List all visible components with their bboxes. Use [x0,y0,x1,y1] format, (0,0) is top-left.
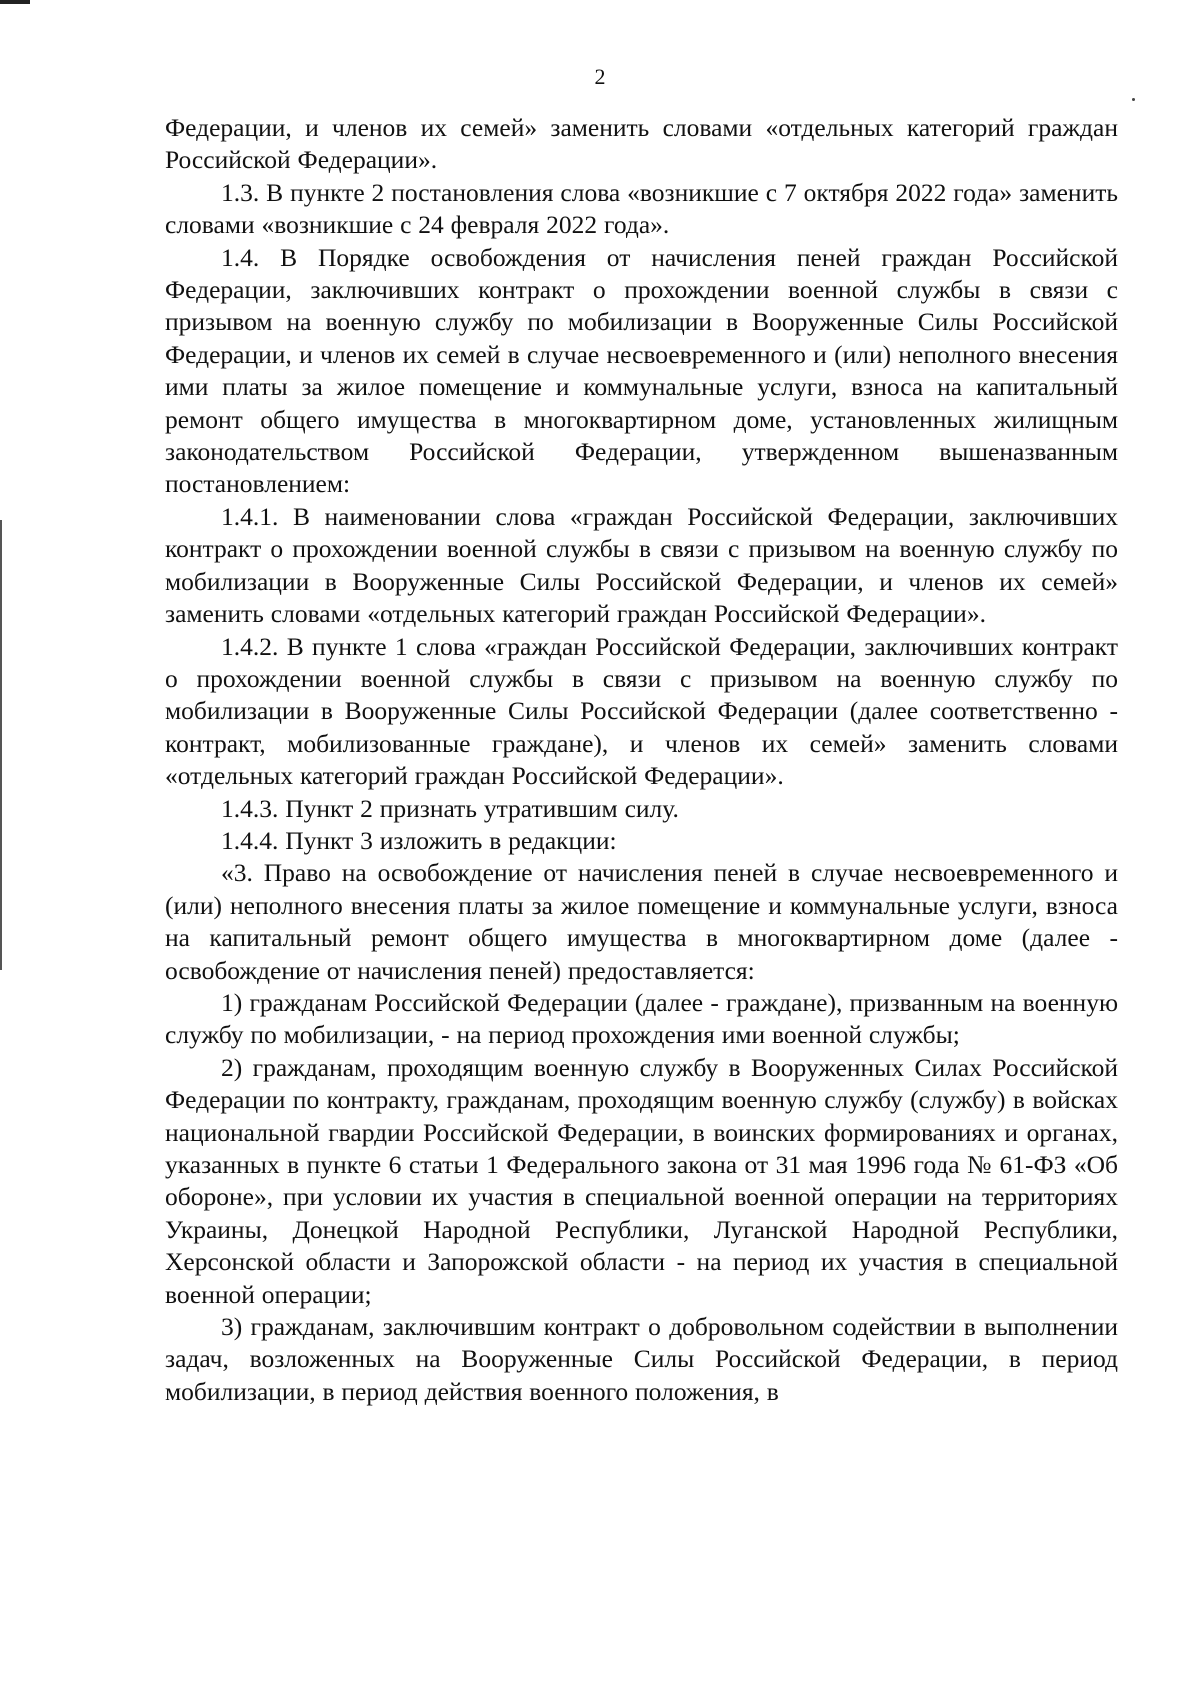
paragraph-1-4-2: 1.4.2. В пункте 1 слова «граждан Российской Федерации, заключивших контракт о прохождении военной службы в связи с призывом на военную службу по мобилизации в Вооруженные Силы Российской Федерации (далее соответственно - контракт, мобилизованные граждане), и членов их семей» заменить словами «отдельных категорий граждан Российской Федерации». [165,631,1118,791]
list-item-1: 1) гражданам Российской Федерации (далее - граждане), призванным на военную службу по мобилизации, - на период прохождения ими военной службы; [165,987,1118,1050]
paragraph-1-4-3: 1.4.3. Пункт 2 признать утратившим силу. [221,793,679,823]
list-item-2: 2) гражданам, проходящим военную службу в Вооруженных Силах Российской Федерации по контракту, гражданам, проходящим военную службу (службу) в войсках национальной гвардии Российской Федерации, в воинских формированиях и органах, указанных в пункте 6 статьи 1 Федерального закона от 31 мая 1996 года № 61-ФЗ «Об обороне», при условии их участия в специальной военной операции на территориях Украины, Донецкой Народной Республики, Луганской Народной Республики, Херсонской области и Запорожской области - на период их участия в специальной военной операции; [165,1052,1118,1309]
list-item-3: 3) гражданам, заключившим контракт о добровольном содействии в выполнении задач, возложенных на Вооруженные Силы Российской Федерации, в период мобилизации, в период действия военного положения, в [165,1312,1118,1406]
paragraph-continuation: Федерации, и членов их семей» заменить словами «отдельных категорий граждан Российской Федерации». [165,113,1118,175]
scan-speck [1132,98,1135,101]
paragraph-1-4-4: 1.4.4. Пункт 3 изложить в редакции: [221,825,617,855]
paragraph-quote-3: «3. Право на освобождение от начисления пеней в случае несвоевременного и (или) неполного внесения платы за жилое помещение и коммунальные услуги, взноса на капитальный ремонт общего имущества в многоквартирном доме (далее - освобождение от начисления пеней) предоставляется: [165,858,1118,985]
scan-artifact-left-edge [0,520,2,970]
scan-artifact-top [0,0,30,4]
page-number: 2 [594,64,606,89]
paragraph-1-4: 1.4. В Порядке освобождения от начисления пеней граждан Российской Федерации, заключивших контракт о прохождении военной службы в связи с призывом на военную службу по мобилизации в Вооруженные Силы Российской Федерации, и членов их семей в случае несвоевременного и (или) неполного внесения ими платы за жилое помещение и коммунальные услуги, взноса на капитальный ремонт общего имущества в многоквартирном доме, установленных жилищным законодательством Российской Федерации, утвержденном вышеназванным постановлением: [165,242,1118,499]
document-body [165,112,1118,1408]
paragraph-1-3: 1.3. В пункте 2 постановления слова «возникшие с 7 октября 2022 года» заменить словами «возникшие с 24 февраля 2022 года». [165,177,1118,240]
paragraph-1-4-1: 1.4.1. В наименовании слова «граждан Российской Федерации, заключивших контракт о прохождении военной службы в связи с призывом на военную службу по мобилизации в Вооруженные Силы Российской Федерации, и членов их семей» заменить словами «отдельных категорий граждан Российской Федерации». [165,501,1118,629]
